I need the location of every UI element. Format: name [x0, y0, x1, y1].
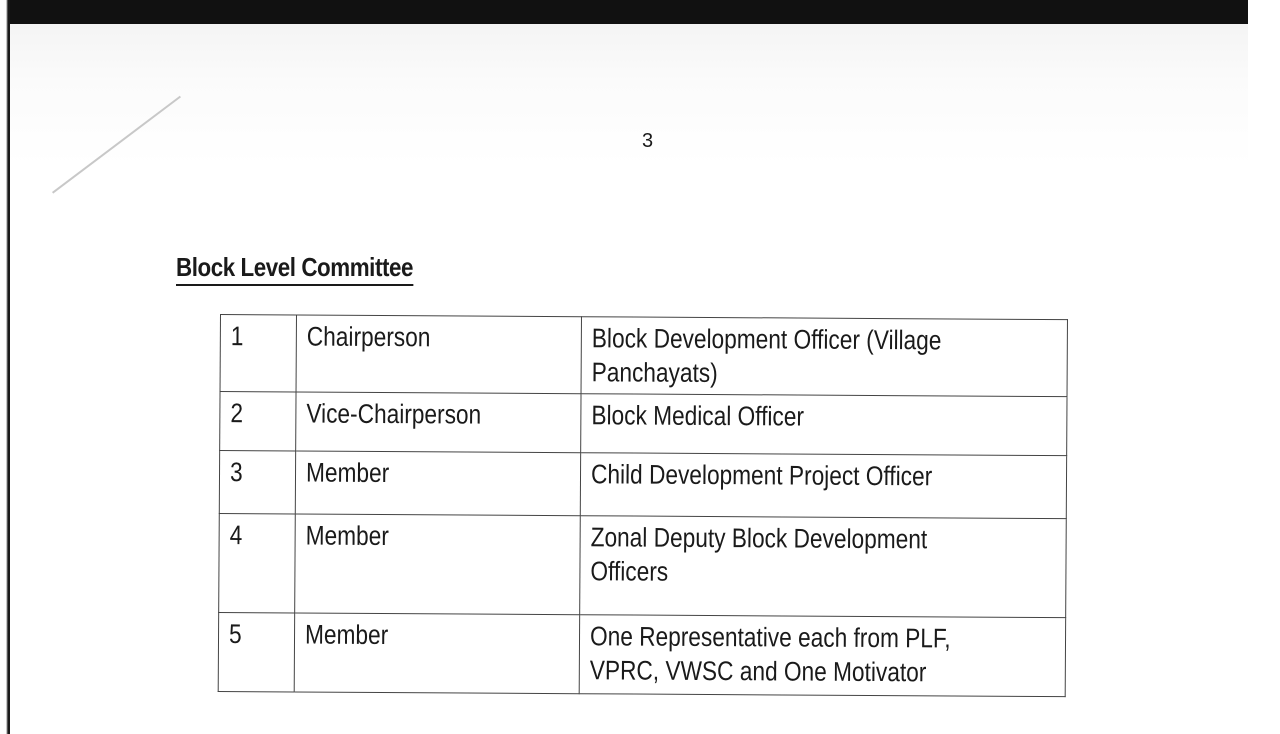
page-fold-mark: [52, 96, 181, 194]
row-officer: Block Medical Officer: [581, 394, 1067, 456]
page-number: 3: [642, 130, 654, 152]
row-officer: Child Development Project Officer: [580, 453, 1066, 519]
section-heading: Block Level Committee: [176, 252, 413, 286]
row-role: Member: [294, 613, 580, 694]
row-number: 4: [219, 513, 295, 612]
row-officer: Block Development Officer (Village Panchayats): [581, 317, 1067, 397]
table-row: [220, 392, 1067, 456]
row-number: 2: [220, 392, 296, 451]
table-row: [219, 451, 1066, 519]
scan-left-border: [0, 0, 10, 734]
row-number: 3: [219, 451, 295, 514]
table-row: [219, 513, 1067, 617]
row-role: Chairperson: [296, 315, 582, 394]
row-role: Member: [294, 514, 580, 615]
committee-table: [218, 314, 1068, 697]
table-row: [220, 315, 1067, 397]
row-number: 1: [220, 315, 296, 392]
table-row: [218, 612, 1065, 696]
row-officer: Zonal Deputy Block Development Officers: [580, 516, 1067, 618]
scan-top-border: [0, 0, 1248, 24]
row-number: 5: [218, 612, 294, 691]
row-role: Vice-Chairperson: [295, 392, 581, 453]
row-role: Member: [295, 451, 581, 516]
row-officer: One Representative each from PLF, VPRC, VWSC and One Motivator: [579, 615, 1065, 697]
